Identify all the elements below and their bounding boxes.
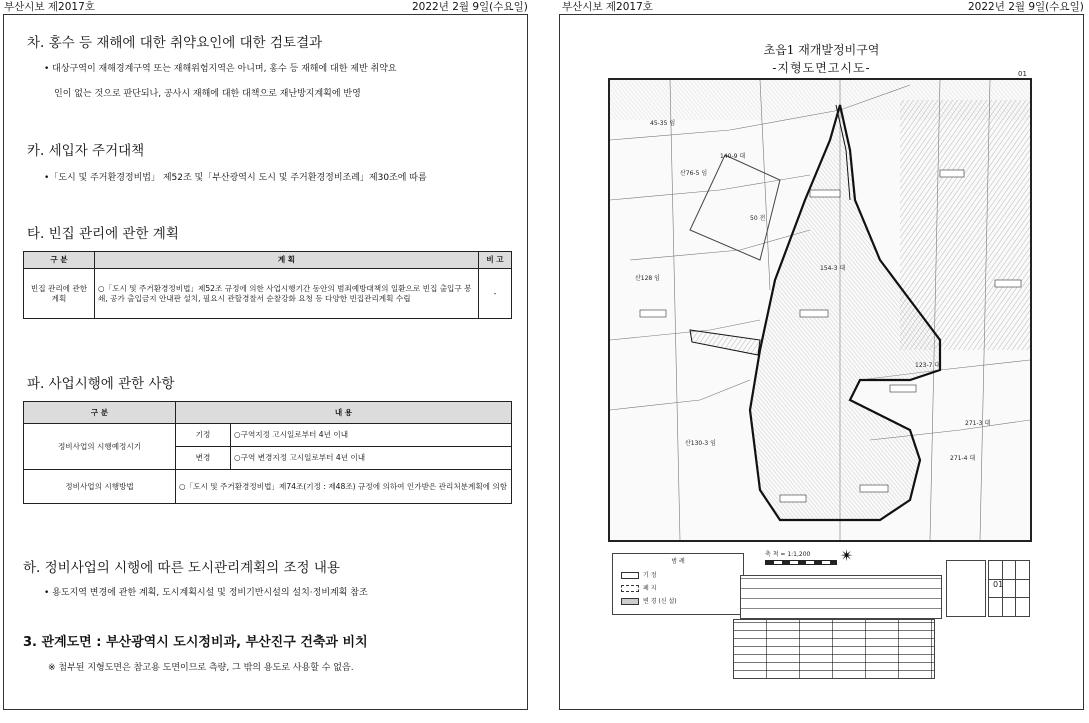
- table-header: 구 분: [24, 402, 176, 424]
- section-pa-title: 파. 사업시행에 관한 사항: [27, 376, 175, 392]
- left-page: [3, 14, 528, 710]
- lot-label: 271-4 대: [950, 455, 976, 462]
- section-3-note: ※ 첨부된 지형도면은 참고용 도면이므로 측량, 그 밖의 용도로 사용할 수 없음.: [48, 663, 354, 673]
- lot-label: 123-7 대: [915, 362, 941, 369]
- legend-title: 범 례: [671, 558, 685, 565]
- right-page: [559, 14, 1084, 710]
- section-3-title: 3. 관계도면 : 부산광역시 도시정비과, 부산진구 건축과 비치: [23, 635, 368, 650]
- legend-item: 변 경 (신 설): [643, 598, 677, 605]
- issue-date-left: 2022년 2월 9일(수요일): [412, 1, 528, 13]
- table-header: 구 분: [24, 252, 95, 269]
- section-ka-line1: •「도시 및 주거환경정비법」 제52조 및「부산광역시 도시 및 주거환경정비조례」제30조에 따름: [44, 173, 427, 183]
- issue-number-right: 부산시보 제2017호: [562, 1, 653, 13]
- table-cell: 정비사업의 시행방법: [24, 470, 176, 504]
- project-implementation-table: [23, 401, 512, 504]
- lot-label: 50 전: [750, 215, 766, 222]
- approval-info-grid: [740, 575, 942, 619]
- issue-date-right: 2022년 2월 9일(수요일): [968, 1, 1084, 13]
- section-ka-title: 카. 세입자 주거대책: [27, 143, 145, 159]
- map-scale: 축 척 = 1:1,200: [765, 551, 811, 558]
- lot-label: 271-3 대: [965, 420, 991, 427]
- table-header: 비 고: [479, 252, 512, 269]
- map-number: 01: [1018, 70, 1027, 78]
- legend-swatch: [621, 572, 639, 579]
- lot-label: 154-3 대: [820, 265, 846, 272]
- table-cell: ○「도시 및 주거환경정비법」제52조 규정에 의한 사업시행기간 동안의 범죄예방대책의 일환으로 빈집 출입구 봉쇄, 공가 출입금지 안내판 설치, 필요시 관할경찰서 순찰강화 요청 등 다양한 빈집관리계획 수립: [95, 269, 479, 319]
- sheet-index-box: [946, 560, 986, 617]
- section-cha-title: 차. 홍수 등 재해에 대한 취약요인에 대한 검토결과: [27, 35, 323, 51]
- map-title: 초읍1 재개발정비구역: [763, 43, 880, 57]
- vacant-house-table: [23, 251, 512, 319]
- sheet-number: 01: [993, 580, 1004, 589]
- scale-bar: [765, 560, 837, 565]
- map-legend: [612, 553, 744, 615]
- lot-label: 산76-5 임: [680, 170, 708, 177]
- section-ha-line1: • 용도지역 변경에 관한 계획, 도시계획시설 및 정비기반시설의 설치·정비계획 참조: [44, 588, 368, 598]
- lot-label: 산128 임: [635, 275, 660, 282]
- table-header: 계 획: [95, 252, 479, 269]
- lot-label: 산130-3 임: [685, 440, 716, 447]
- issue-number-left: 부산시보 제2017호: [4, 1, 95, 13]
- section-ta-title: 타. 빈집 관리에 관한 계획: [27, 226, 179, 242]
- table-cell: 기정: [176, 424, 231, 447]
- table-cell: ○구역 변경지정 고시일로부터 4년 이내: [231, 447, 512, 470]
- legend-swatch: [621, 585, 639, 592]
- table-cell: ○구역지정 고시일로부터 4년 이내: [231, 424, 512, 447]
- lot-label: 45-35 임: [650, 120, 676, 127]
- map-subtitle: -지형도면고시도-: [772, 61, 871, 75]
- table-cell: 정비사업의 시행예정시기: [24, 424, 176, 470]
- north-arrow-icon: ✴: [840, 546, 854, 565]
- map-drawing: [610, 80, 1030, 540]
- table-cell: 변경: [176, 447, 231, 470]
- legend-item: 폐 지: [643, 585, 657, 592]
- table-cell: 빈집 관리에 관한 계획: [24, 269, 95, 319]
- section-cha-line1: • 대상구역이 재해경계구역 또는 재해위험지역은 아니며, 홍수 등 재해에 대한 제반 취약요: [44, 64, 397, 74]
- signature-table: [733, 619, 935, 679]
- section-cha-line2: 인이 없는 것으로 판단되나, 공사시 재해에 대한 대책으로 재난방지계획에 반영: [54, 89, 361, 99]
- legend-swatch: [621, 598, 639, 605]
- table-cell: ○「도시 및 주거환경정비법」제74조(기정 : 제48조) 규정에 의하여 인가받은 관리처분계획에 의함: [176, 470, 512, 504]
- legend-item: 기 정: [643, 572, 657, 579]
- topographic-map: [608, 78, 1032, 542]
- table-header: 내 용: [176, 402, 512, 424]
- lot-label: 140-9 대: [720, 153, 746, 160]
- section-ha-title: 하. 정비사업의 시행에 따른 도시관리계획의 조정 내용: [23, 560, 340, 576]
- table-cell: -: [479, 269, 512, 319]
